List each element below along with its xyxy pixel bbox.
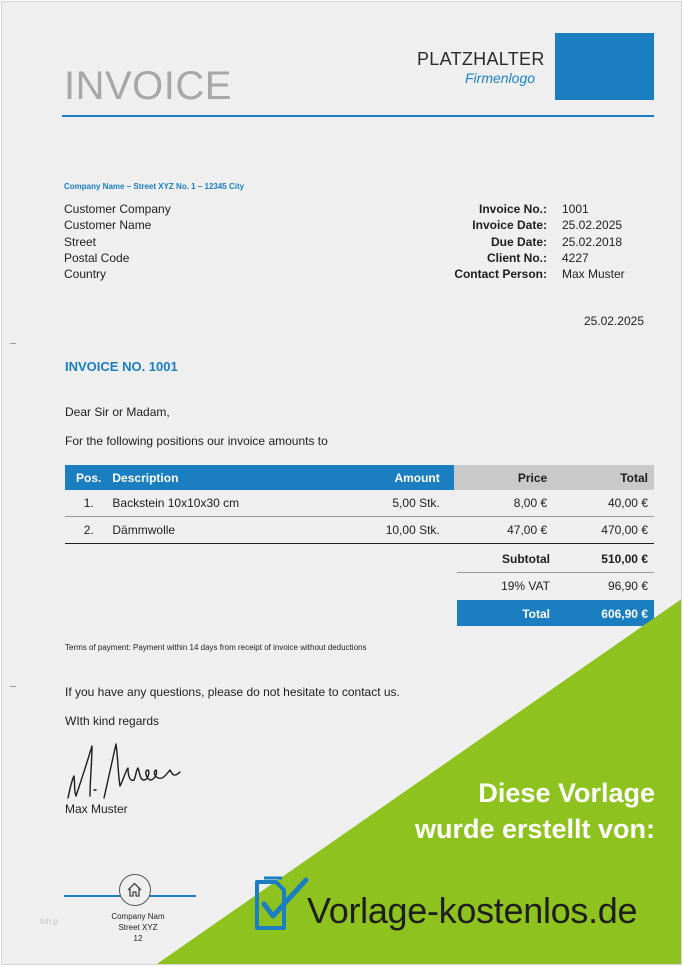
meta-label-invoice-date: Invoice Date: [472, 218, 547, 233]
invoice-number-heading: INVOICE NO. 1001 [65, 359, 178, 374]
invoice-page [1, 1, 682, 965]
subtotal-label: Subtotal [502, 552, 550, 566]
subtotal-value: 510,00 € [601, 552, 648, 566]
footer-line: Street XYZ [118, 923, 158, 932]
col-header-amount: Amount [308, 465, 454, 490]
meta-label-client-no: Client No.: [487, 250, 547, 265]
promo-headline: Diese Vorlage [478, 778, 655, 808]
payment-terms: Terms of payment: Payment within 14 days from receipt of invoice without deductions [65, 643, 367, 652]
logo-subtitle: Firmenlogo [465, 70, 536, 86]
meta-label-due-date: Due Date: [490, 234, 547, 249]
closing-regards: WIth kind regards [65, 714, 160, 728]
recipient-company: Customer Company [64, 202, 171, 216]
recipient-postal-code: Postal Code [64, 250, 130, 265]
cell-price: 8,00 € [454, 490, 553, 517]
meta-label-invoice-no: Invoice No.: [478, 202, 547, 216]
cell-total: 40,00 € [553, 490, 654, 517]
cell-pos: 2. [65, 517, 112, 544]
promo-subline: wurde erstellt von: [414, 814, 655, 844]
recipient-name: Customer Name [64, 218, 152, 233]
intro-text: For the following positions our invoice amounts to [65, 434, 328, 448]
cell-amount: 10,00 Stk. [308, 517, 454, 544]
col-header-price: Price [454, 465, 553, 490]
cell-description: Backstein 10x10x30 cm [112, 490, 308, 517]
meta-value-client-no: 4227 [562, 250, 589, 265]
footer-line: 12 [133, 934, 143, 943]
cell-description: Dämmwolle [112, 517, 308, 544]
vat-value: 96,90 € [607, 579, 648, 593]
cell-pos: 1. [65, 490, 112, 517]
vat-label: 19% VAT [501, 579, 550, 593]
meta-value-invoice-no: 1001 [562, 202, 589, 216]
recipient-street: Street [64, 234, 97, 249]
signer-name: Max Muster [65, 802, 128, 816]
total-value: 606,90 € [601, 607, 648, 621]
cell-total: 470,00 € [553, 517, 654, 544]
meta-value-invoice-date: 25.02.2025 [562, 218, 623, 233]
col-header-total: Total [553, 465, 654, 490]
salutation: Dear Sir or Madam, [65, 405, 170, 419]
footer-line: Company Nam [111, 912, 165, 921]
cell-price: 47,00 € [454, 517, 553, 544]
cell-amount: 5,00 Stk. [308, 490, 454, 517]
meta-value-due-date: 25.02.2018 [562, 234, 623, 249]
brand-name: Vorlage-kostenlos.de [307, 890, 638, 931]
col-header-description: Description [112, 465, 308, 490]
meta-value-contact-person: Max Muster [562, 267, 625, 282]
logo-placeholder-text: PLATZHALTER [417, 49, 545, 69]
col-header-pos: Pos. [65, 465, 112, 490]
document-date: 25.02.2025 [583, 314, 644, 328]
total-label: Total [522, 607, 550, 621]
document-check-icon [254, 876, 314, 934]
invoice-title: INVOICE [64, 64, 232, 108]
questions-text: If you have any questions, please do not hesitate to contact us. [65, 685, 400, 699]
footer-owner-fragment: Inh.p [40, 917, 58, 926]
meta-label-contact-person: Contact Person: [454, 267, 547, 282]
sender-line: Company Name – Street XYZ No. 1 – 12345 City [64, 182, 245, 191]
recipient-country: Country [64, 267, 107, 282]
